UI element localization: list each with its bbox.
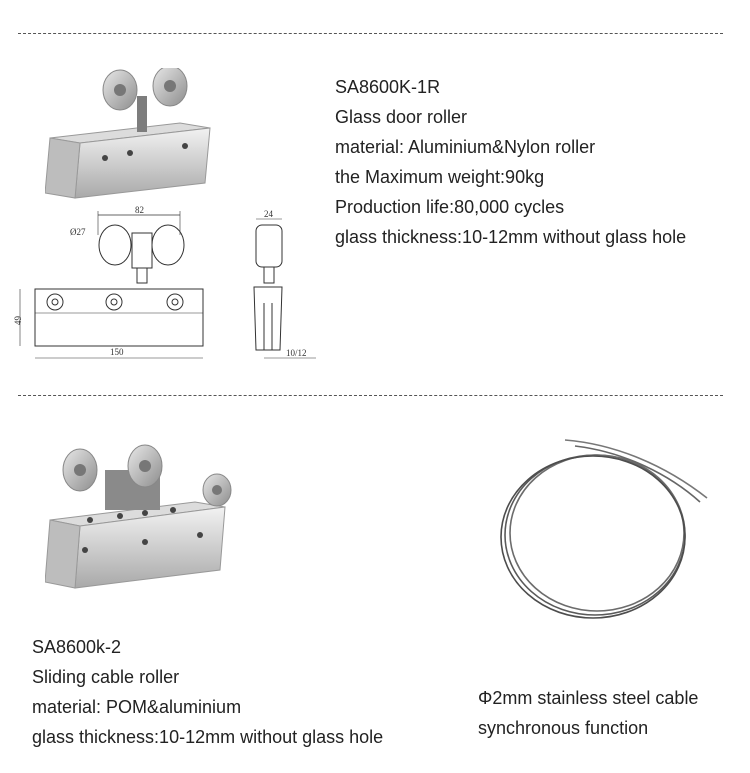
product2-name: Sliding cable roller xyxy=(32,667,180,687)
cable-function: synchronous function xyxy=(478,718,649,738)
product1-model: SA8600K-1R xyxy=(335,77,441,97)
technical-drawing-side xyxy=(240,205,320,370)
product1-name: Glass door roller xyxy=(335,107,468,127)
product1-material: material: Aluminium&Nylon roller xyxy=(335,137,596,157)
cable-roller-photo xyxy=(45,440,245,595)
dim-wheel-span: 82 xyxy=(135,205,144,215)
technical-drawing-front xyxy=(10,205,220,370)
steel-cable-photo xyxy=(495,430,715,620)
product2-model: SA8600k-2 xyxy=(32,637,122,657)
product1-glass: glass thickness:10-12mm without glass hole xyxy=(335,227,687,247)
middle-divider xyxy=(18,395,723,396)
dim-side-width: 24 xyxy=(264,209,273,219)
dim-glass-gap: 10/12 xyxy=(286,348,307,358)
cable-specs xyxy=(478,683,698,743)
product1-specs xyxy=(335,72,686,252)
dim-length: 150 xyxy=(110,347,124,357)
product2-specs xyxy=(32,632,383,752)
product1-life: Production life:80,000 cycles xyxy=(335,197,565,217)
product1-max-weight: the Maximum weight:90kg xyxy=(335,167,545,187)
top-divider xyxy=(18,33,723,34)
dim-roller-dia: Ø27 xyxy=(70,227,86,237)
product2-material: material: POM&aluminium xyxy=(32,697,242,717)
product2-glass: glass thickness:10-12mm without glass hole xyxy=(32,727,384,747)
dim-height: 49 xyxy=(13,316,23,325)
cable-desc: Φ2mm stainless steel cable xyxy=(478,688,699,708)
roller-1r-photo xyxy=(45,68,215,203)
